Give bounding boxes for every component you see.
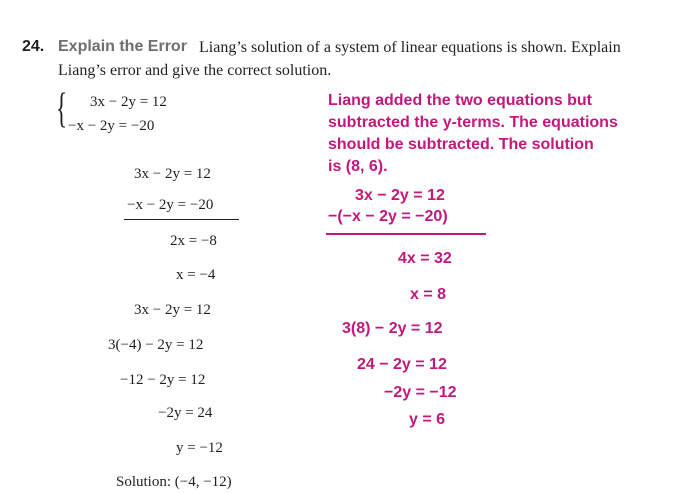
answer-step-5: 3(8) − 2y = 12: [342, 320, 443, 337]
prompt-line-2: Liang’s error and give the correct solution.: [58, 62, 332, 79]
answer-line-1: Liang added the two equations but: [328, 92, 592, 109]
answer-line-3: should be subtracted. The solution: [328, 136, 594, 153]
liang-step-4: x = −4: [176, 267, 216, 283]
answer-subtract-rule: [326, 233, 486, 235]
answer-step-6: 24 − 2y = 12: [357, 356, 447, 373]
answer-step-4: x = 8: [410, 286, 447, 303]
system-brace: {: [56, 86, 68, 132]
answer-step-2: −(−x − 2y = −20): [328, 208, 448, 225]
answer-step-3: 4x = 32: [398, 250, 452, 267]
answer-step-8: y = 6: [409, 411, 446, 428]
problem-heading: Explain the Error: [58, 38, 187, 55]
prompt-line-1: Liang’s solution of a system of linear equations is shown. Explain: [199, 39, 621, 56]
liang-solution: Solution: (−4, −12): [116, 474, 232, 490]
liang-step-6: 3(−4) − 2y = 12: [108, 337, 204, 353]
liang-step-7: −12 − 2y = 12: [120, 372, 206, 388]
liang-step-2: −x − 2y = −20: [127, 197, 214, 213]
problem-number: 24.: [22, 38, 45, 55]
liang-step-1: 3x − 2y = 12: [134, 166, 211, 182]
liang-sum-rule: [124, 219, 239, 220]
system-equation-2: −x − 2y = −20: [68, 118, 155, 134]
liang-step-8: −2y = 24: [158, 405, 213, 421]
liang-step-3: 2x = −8: [170, 233, 217, 249]
system-equation-1: 3x − 2y = 12: [90, 94, 167, 110]
answer-line-4: is (8, 6).: [328, 158, 388, 175]
liang-step-5: 3x − 2y = 12: [134, 302, 211, 318]
answer-step-7: −2y = −12: [384, 384, 457, 401]
answer-step-1: 3x − 2y = 12: [355, 187, 445, 204]
liang-step-9: y = −12: [176, 440, 223, 456]
answer-line-2: subtracted the y-terms. The equations: [328, 114, 618, 131]
